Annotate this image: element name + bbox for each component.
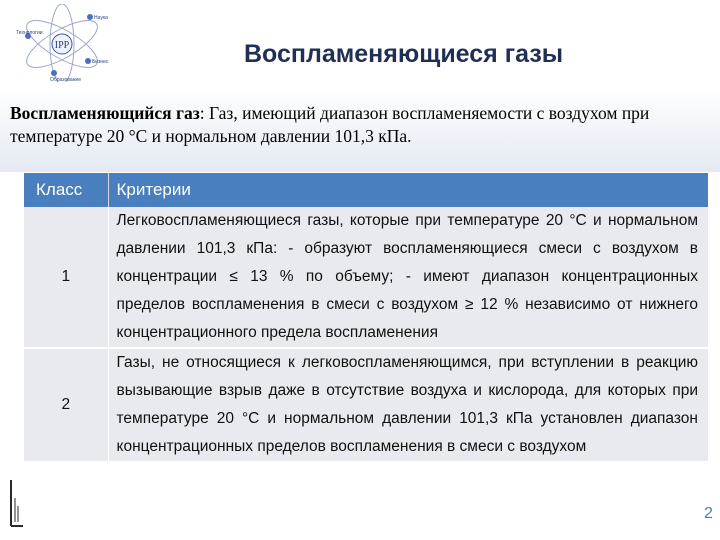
page-number: 2 [704,505,713,522]
classification-table [24,173,708,461]
logo-label-1: Наука [94,15,108,21]
atom-logo-icon [14,4,134,82]
definition-term: Воспламеняющийся газ [10,103,200,123]
slide-title: Воспламеняющиеся газы [244,40,564,68]
table-header-row [24,173,708,207]
class-cell: 2 [24,348,108,461]
header-class: Класс [24,173,108,207]
definition-paragraph [10,102,710,148]
definition-text: : Газ, имеющий диапазон воспламеняемости с воздухом при температуре 20 °C и нормальном давлении 101,3 кПа. [10,103,650,146]
logo-label-4: Образование [50,77,81,82]
logo-center-text: IPP [54,40,70,51]
class-cell: 1 [24,207,108,348]
criteria-cell: Газы, не относящиеся к легковоспламеняющимся, при вступлении в реакцию вызывающие взрыв даже в отсутствие воздуха и кислорода, для которых при температуре 20 °C и нормальном давлении 101,3 кПа установлен диапазон концентрационных пределов воспламенения в смеси с воздухом [108,348,708,461]
table-row [24,348,708,461]
logo-label-3: Технологии [16,30,43,36]
logo-label-2: Бизнес [92,59,109,65]
criteria-cell: Легковоспламеняющиеся газы, которые при температуре 20 °C и нормальном давлении 101,3 кПа: - образуют воспламеняющиеся смеси с воздухом в концентрации ≤ 13 % по объему; - имеют диапазон концентрационных пределов воспламенения в смеси с воздухом ≥ 12 % независимо от нижнего концентрационного предела воспламенения [108,207,708,348]
organization-logo [14,4,134,82]
corner-ornament-icon [8,478,24,530]
table-row [24,207,708,348]
header-criteria: Критерии [108,173,708,207]
